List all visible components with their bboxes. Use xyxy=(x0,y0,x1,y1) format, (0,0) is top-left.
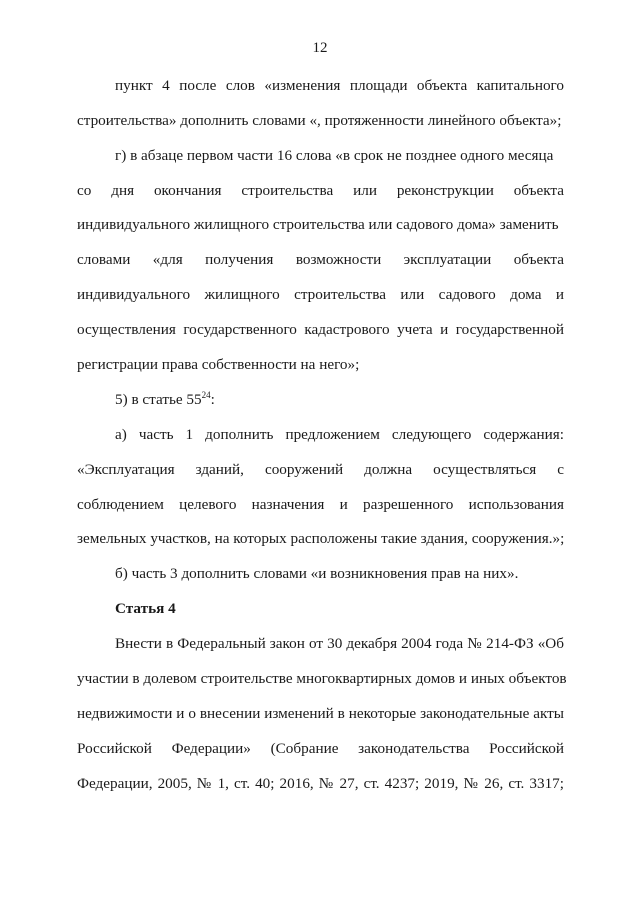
article-heading: Статья 4 xyxy=(115,600,176,617)
text-line: соблюдением целевого назначения и разрешенного использования xyxy=(77,496,564,513)
text-line: пункт 4 после слов «изменения площади объекта капитального xyxy=(115,77,564,94)
text-line: а) часть 1 дополнить предложением следующего содержания: xyxy=(115,426,564,443)
text-line: регистрации права собственности на него»; xyxy=(77,356,360,373)
text-line: участии в долевом строительстве многоквартирных домов и иных объектов xyxy=(77,670,567,687)
text-line: «Эксплуатация зданий, сооружений должна осуществляться с xyxy=(77,461,564,478)
text-line: земельных участков, на которых расположены такие здания, сооружения.»; xyxy=(77,530,565,547)
text-line: осуществления государственного кадастрового учета и государственной xyxy=(77,321,564,338)
text-line: б) часть 3 дополнить словами «и возникновения прав на них». xyxy=(115,565,519,582)
text-line: г) в абзаце первом части 16 слова «в срок не позднее одного месяца xyxy=(115,147,554,164)
page-number: 12 xyxy=(312,40,328,56)
text-line: Федерации, 2005, № 1, ст. 40; 2016, № 27, ст. 4237; 2019, № 26, ст. 3317; xyxy=(77,775,564,792)
article-text: 5) в статье 55 xyxy=(115,391,202,408)
text-line: Внести в Федеральный закон от 30 декабря 2004 года № 214-ФЗ «Об xyxy=(115,635,564,652)
text-line: со дня окончания строительства или реконструкции объекта xyxy=(77,182,564,199)
text-line: Российской Федерации» (Собрание законодательства Российской xyxy=(77,740,564,757)
text-line: строительства» дополнить словами «, протяженности линейного объекта»; xyxy=(77,112,562,129)
text-line: словами «для получения возможности эксплуатации объекта xyxy=(77,251,564,268)
text-line: индивидуального жилищного строительства или садового дома» заменить xyxy=(77,216,559,233)
text-line: индивидуального жилищного строительства или садового дома и xyxy=(77,286,564,303)
text-line: недвижимости и о внесении изменений в некоторые законодательные акты xyxy=(77,705,564,722)
article-reference xyxy=(115,391,564,409)
article-colon: : xyxy=(210,391,215,408)
article-superscript: 24 xyxy=(201,390,211,400)
